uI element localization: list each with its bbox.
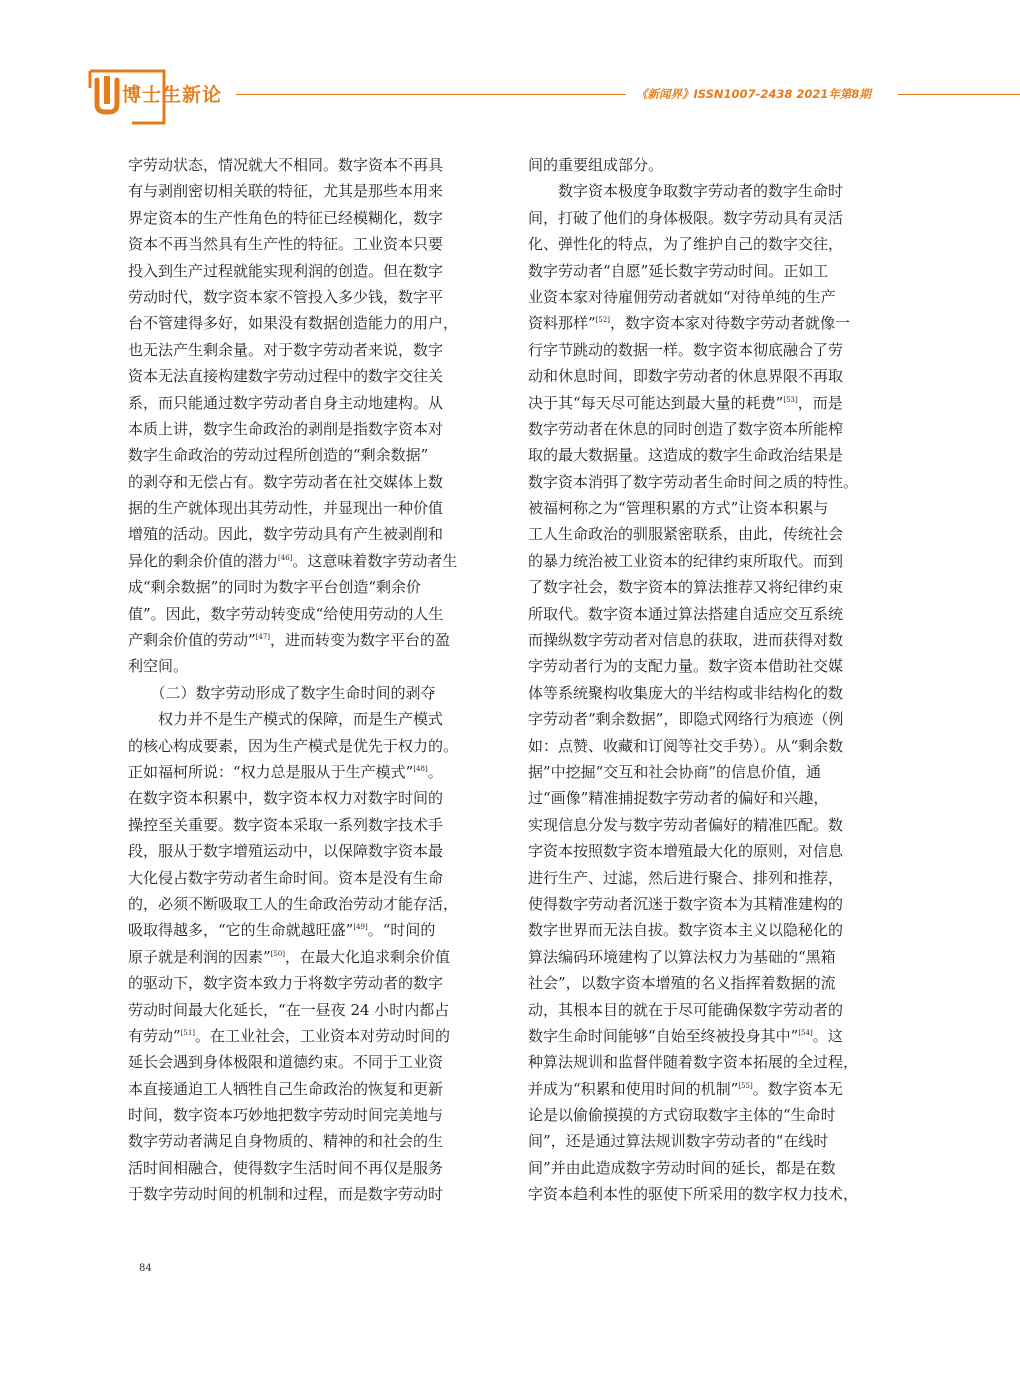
text-line [128, 495, 493, 521]
text-line [528, 416, 893, 442]
text-segment: 段，服从于数字增殖运动中，以保障数字资本最 [128, 842, 444, 861]
text-line [528, 865, 893, 891]
text-segment: 权力并不是生产模式的保障，而是生产模式 [128, 710, 444, 729]
text-line [128, 1049, 493, 1075]
text-line [128, 838, 493, 864]
text-segment: 据的生产就体现出其劳动性，并显现出一种价值 [128, 499, 444, 518]
text-segment: 间的重要组成部分。 [528, 156, 664, 174]
text-line [128, 601, 493, 627]
text-line [528, 1128, 893, 1154]
citation-marker: [50] [270, 949, 286, 958]
text-line [128, 627, 493, 653]
text-line [528, 495, 893, 521]
text-segment: 资本不再当然具有生产性的特征。工业资本只要 [128, 235, 444, 254]
text-segment: 化、弹性化的特点，为了维护自己的数字交往， [528, 235, 844, 254]
citation-marker: [52] [595, 316, 611, 325]
text-line [528, 1155, 893, 1181]
text-line [528, 258, 893, 284]
header-rule-right [898, 94, 1020, 95]
text-segment: 间，打破了他们的身体极限。数字劳动具有灵活 [528, 208, 844, 227]
text-segment: 的剥夺和无偿占有。数字劳动者在社交媒体上数 [128, 472, 444, 491]
text-line [528, 944, 893, 970]
text-segment: 有与剥削密切相关联的特征，尤其是那些本用来 [128, 182, 444, 201]
text-line [528, 759, 893, 785]
text-segment: ，而是 [797, 393, 843, 412]
text-segment: 社会”，以数字资本增殖的名义指挥着数据的流 [528, 974, 836, 993]
text-segment: 字资本趋利本性的驱使下所采用的数字权力技术， [528, 1185, 859, 1204]
text-segment: 种算法规训和监督伴随着数字资本拓展的全过程， [528, 1053, 859, 1072]
text-line [128, 284, 493, 310]
text-segment: 。“时间的 [367, 921, 436, 940]
text-line [128, 152, 493, 178]
text-segment: 延长会遇到身体极限和道德约束。不同于工业资 [128, 1053, 444, 1072]
text-line [128, 785, 493, 811]
text-segment: 。 [427, 762, 443, 781]
text-segment: 本质上讲，数字生命政治的剥削是指数字资本对 [128, 419, 444, 438]
text-line [528, 1023, 893, 1049]
text-line [128, 416, 493, 442]
text-line [528, 917, 893, 943]
text-segment: 动和休息时间，即数字劳动者的休息界限不再取 [528, 367, 844, 386]
text-line [528, 469, 893, 495]
text-line [528, 442, 893, 468]
text-line [128, 680, 493, 706]
text-line [128, 944, 493, 970]
journal-info: 《新闻界》ISSN1007-2438 2021年第8期 [636, 87, 871, 101]
page-number: 84 [139, 1263, 152, 1274]
text-segment: 数字资本极度争取数字劳动者的数字生命时 [528, 182, 844, 201]
text-segment: 利空间。 [128, 657, 189, 676]
text-segment: 系，而只能通过数字劳动者自身主动地建构。从 [128, 393, 444, 412]
text-line [528, 574, 893, 600]
text-segment: 正如福柯所说：“权力总是服从于生产模式” [128, 762, 414, 781]
text-line [128, 706, 493, 732]
text-segment: 的，必须不断吸取工人的生命政治劳动才能存活， [128, 894, 459, 913]
text-segment: 业资本家对待雇佣劳动者就如“对待单纯的生产 [528, 287, 836, 306]
text-segment: 的驱动下，数字资本致力于将数字劳动者的数字 [128, 974, 444, 993]
text-line [128, 574, 493, 600]
text-line [528, 390, 893, 416]
text-segment: 增殖的活动。因此，数字劳动具有产生被剥削和 [128, 525, 444, 544]
text-segment: 本直接通迫工人牺牲自己生命政治的恢复和更新 [128, 1079, 444, 1098]
text-line [128, 1155, 493, 1181]
text-line [128, 178, 493, 204]
text-line [528, 1102, 893, 1128]
text-line [528, 1049, 893, 1075]
text-segment: 在数字资本积累中，数字资本权力对数字时间的 [128, 789, 444, 808]
text-segment: 数字劳动者在休息的同时创造了数字资本所能榨 [528, 419, 844, 438]
text-segment: （二）数字劳动形成了数字生命时间的剥夺 [128, 683, 436, 702]
text-segment: 如：点赞、收藏和订阅等社交手势）。从“剩余数 [528, 736, 844, 755]
text-line [128, 653, 493, 679]
text-line [128, 363, 493, 389]
text-line [528, 733, 893, 759]
text-segment: 资本无法直接构建数字劳动过程中的数字交往关 [128, 367, 444, 386]
text-segment: 决于其“每天尽可能达到最大量的耗费” [528, 393, 784, 412]
text-line [528, 231, 893, 257]
text-line [528, 970, 893, 996]
text-segment: 数字世界而无法自拔。数字资本主义以隐秘化的 [528, 921, 844, 940]
text-segment: 体等系统聚构收集庞大的半结构或非结构化的数 [528, 683, 844, 702]
text-line [528, 1181, 893, 1207]
text-segment: ，进而转变为数字平台的盈 [270, 631, 451, 650]
text-segment: 字劳动状态，情况就大不相同。数字资本不再具 [128, 156, 444, 174]
citation-marker: [46] [278, 553, 293, 562]
text-segment: 使得数字劳动者沉迷于数字资本为其精准建构的 [528, 894, 844, 913]
text-segment: 论是以偷偷摸摸的方式窃取数字主体的“生命时 [528, 1106, 836, 1125]
text-line [528, 680, 893, 706]
text-segment: 界定资本的生产性角色的特征已经模糊化，数字 [128, 208, 444, 227]
text-segment: 字劳动者行为的支配力量。数字资本借助社交媒 [528, 657, 844, 676]
text-line [128, 917, 493, 943]
text-segment: 投入到生产过程就能实现利润的创造。但在数字 [128, 261, 444, 280]
text-line [528, 310, 893, 336]
text-segment: 字劳动者“剩余数据”，即隐式网络行为痕迹（例 [528, 710, 844, 729]
text-line [528, 178, 893, 204]
text-segment: 劳动时间最大化延长，“在一昼夜 24 小时内都占 [128, 1000, 450, 1019]
text-line [528, 548, 893, 574]
citation-marker: [55] [738, 1081, 753, 1090]
text-segment: 间”，还是通过算法规训数字劳动者的“在线时 [528, 1132, 829, 1151]
text-line [128, 231, 493, 257]
text-segment: 台不管建得多好，如果没有数据创造能力的用户， [128, 314, 459, 333]
text-segment: 行字节跳动的数据一样。数字资本彻底融合了劳 [528, 340, 844, 359]
text-line [128, 548, 493, 574]
text-line [128, 970, 493, 996]
text-segment: 时间，数字资本巧妙地把数字劳动时间完美地与 [128, 1106, 444, 1125]
text-segment: 。在工业社会，工业资本对劳动时间的 [195, 1026, 451, 1045]
text-segment: 间”并由此造成数字劳动时间的延长，都是在数 [528, 1158, 836, 1177]
text-segment: 被福柯称之为“管理积累的方式”让资本积累与 [528, 499, 829, 518]
column-title: 博士生新论 [122, 84, 223, 106]
text-line [128, 812, 493, 838]
text-segment: 产剩余价值的劳动” [128, 631, 256, 650]
text-line [528, 891, 893, 917]
text-line [528, 706, 893, 732]
text-line [128, 891, 493, 917]
text-line [128, 1023, 493, 1049]
text-segment: 活时间相融合，使得数字生活时间不再仅是服务 [128, 1158, 444, 1177]
citation-marker: [47] [255, 633, 271, 642]
text-line [528, 627, 893, 653]
text-segment: 据”中挖掘“交互和社会协商”的信息价值，通 [528, 762, 822, 781]
text-line [128, 733, 493, 759]
text-segment: 有劳动” [128, 1026, 181, 1045]
text-segment: 并成为“积累和使用时间的机制” [528, 1079, 739, 1098]
text-line [128, 997, 493, 1023]
text-segment: 而操纵数字劳动者对信息的获取，进而获得对数 [528, 631, 844, 650]
text-segment: 原子就是利润的因素” [128, 947, 271, 966]
text-line [528, 337, 893, 363]
text-line [528, 812, 893, 838]
text-line [128, 442, 493, 468]
text-segment: 数字资本消弭了数字劳动者生命时间之质的特性。 [528, 472, 859, 491]
text-line [128, 1076, 493, 1102]
text-segment: 成“剩余数据”的同时为数字平台创造“剩余价 [128, 578, 422, 597]
text-segment: 吸取得越多，“它的生命就越旺盛” [128, 921, 354, 940]
text-segment: 取的最大数据量。这造成的数字生命政治结果是 [528, 446, 844, 465]
text-segment: 字资本按照数字资本增殖最大化的原则，对信息 [528, 842, 844, 861]
text-segment: 了数字社会，数字资本的算法推荐又将纪律约束 [528, 578, 844, 597]
citation-marker: [53] [783, 395, 798, 404]
text-line [528, 205, 893, 231]
citation-marker: [51] [180, 1028, 196, 1037]
text-line [128, 759, 493, 785]
text-segment: 异化的剩余价值的潜力 [128, 551, 279, 570]
text-segment: 操控至关重要。数字资本采取一系列数字技术手 [128, 815, 444, 834]
text-segment: 。数字资本无 [752, 1079, 843, 1098]
text-segment: 也无法产生剩余量。对于数字劳动者来说，数字 [128, 340, 444, 359]
text-line [128, 469, 493, 495]
text-line [128, 865, 493, 891]
text-line [528, 152, 893, 178]
text-segment: 数字劳动者“自愿”延长数字劳动时间。正如工 [528, 261, 829, 280]
text-line [128, 1181, 493, 1207]
text-segment: 所取代。数字资本通过算法搭建自适应交互系统 [528, 604, 844, 623]
citation-marker: [54] [798, 1028, 813, 1037]
text-line [528, 601, 893, 627]
text-line [128, 337, 493, 363]
right-column [528, 152, 893, 1208]
text-line [528, 785, 893, 811]
text-segment: 实现信息分发与数字劳动者偏好的精准匹配。数 [528, 815, 844, 834]
text-segment: 值”。因此，数字劳动转变成“给使用劳动的人生 [128, 604, 444, 623]
text-segment: 数字生命时间能够“自始至终被投身其中” [528, 1026, 799, 1045]
text-line [128, 258, 493, 284]
text-line [528, 997, 893, 1023]
text-line [128, 390, 493, 416]
header-rule-left [236, 94, 626, 95]
text-line [528, 1076, 893, 1102]
text-segment: 动，其根本目的就在于尽可能确保数字劳动者的 [528, 1000, 844, 1019]
text-line [528, 521, 893, 547]
text-line [528, 363, 893, 389]
text-segment: 大化侵占数字劳动者生命时间。资本是没有生命 [128, 868, 444, 887]
text-segment: 过“画像”精准捕捉数字劳动者的偏好和兴趣， [528, 789, 829, 808]
text-segment: 劳动时代，数字资本家不管投入多少钱，数字平 [128, 287, 444, 306]
text-segment: 的暴力统治被工业资本的纪律约束所取代。而到 [528, 551, 844, 570]
citation-marker: [49] [353, 923, 368, 932]
left-column [128, 152, 493, 1208]
text-line [128, 1128, 493, 1154]
text-segment: 。这 [812, 1026, 843, 1045]
text-segment: 资料那样” [528, 314, 596, 333]
citation-marker: [48] [413, 764, 428, 773]
text-segment: ，数字资本家对待数字劳动者就像一 [610, 314, 851, 333]
text-line [128, 310, 493, 336]
text-line [528, 838, 893, 864]
text-segment: ，在最大化追求剩余价值 [285, 947, 451, 966]
text-line [128, 205, 493, 231]
text-line [128, 521, 493, 547]
text-segment: 工人生命政治的驯服紧密联系，由此，传统社会 [528, 525, 844, 544]
text-segment: 数字生命政治的劳动过程所创造的“剩余数据” [128, 446, 429, 465]
text-segment: 。这意味着数字劳动者生 [292, 551, 458, 570]
text-segment: 的核心构成要素，因为生产模式是优先于权力的。 [128, 736, 459, 755]
text-segment: 进行生产、过滤，然后进行聚合、排列和推荐， [528, 868, 844, 887]
text-segment: 于数字劳动时间的机制和过程，而是数字劳动时 [128, 1185, 444, 1204]
text-line [528, 653, 893, 679]
text-line [128, 1102, 493, 1128]
text-segment: 算法编码环境建构了以算法权力为基础的“黑箱 [528, 947, 836, 966]
text-segment: 数字劳动者满足自身物质的、精神的和社会的生 [128, 1132, 444, 1151]
text-line [528, 284, 893, 310]
